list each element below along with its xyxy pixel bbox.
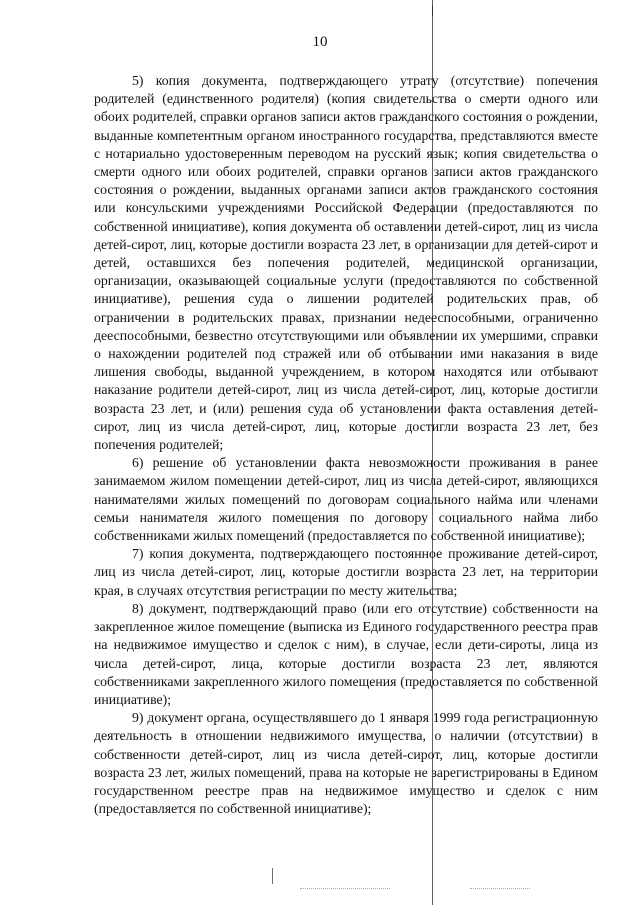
paragraph-item-8: 8) документ, подтверждающий право (или его отсутствие) собственности на закрепленное жилое помещение (выписка из Единого государственного реестра прав на недвижимое имущество и сделок с ним), в случае, если дети-сироты, лица из числа детей-сирот, лица, которые достигли возраста 23 лет, являются собственниками закрепленного жилого помещения (предоставляется по собственной инициативе); <box>94 600 598 707</box>
scan-mark-bottom <box>272 868 273 884</box>
paragraph-item-9: 9) документ органа, осуществлявшего до 1 января 1999 года регистрационную деятельность в отношении недвижимого имущества, о наличии (отсутствии) в собственности детей-сирот, лиц из числа детей-сирот, лиц, которые достигли возраста 23 лет, жилых помещений, права на которые не зарегистрированы в Едином государственном реестре прав на недвижимое имущество и сделок с ним (предоставляется по собственной инициативе); <box>94 710 598 817</box>
scan-mark-top <box>432 6 433 16</box>
page-number: 10 <box>312 34 328 50</box>
paragraph-item-7: 7) копия документа, подтверждающего постоянное проживание детей-сирот, лиц из числа детей-сирот, лиц, которые достигли возраста 23 лет, на территории края, в случаях отсутствия регистрации по месту жительства; <box>94 546 598 598</box>
paragraph-item-6: 6) решение об установлении факта невозможности проживания в ранее занимаемом жилом помещении детей-сирот, лиц из числа детей-сирот, являющихся нанимателями жилых помещений по договорам социального найма или членами семьи нанимателя жилого помещения по договору социального найма либо собственниками жилых помещений (предоставляется по собственной инициативе); <box>94 455 598 544</box>
paragraph-item-5: 5) копия документа, подтверждающего утрату (отсутствие) попечения родителей (единственного родителя) (копия свидетельства о смерти одного или обоих родителей, справки органов записи актов гражданского состояния о рождении, выданные компетентным органом иностранного государства, представляются вместе с нотариально удостоверенным переводом на русский язык; копия свидетельства о смерти одного или обоих родителей, справки органов записи актов гражданского состояния о рождении, выданных органами записи актов гражданского состояния или консульскими учреждениями Российской Федерации (предоставляются по собственной инициативе), копия документа об оставлении детей-сирот, лиц из числа детей-сирот, лиц, которые достигли возраста 23 лет, в организации для детей-сирот и детей, оставшихся без попечения родителей, медицинской организации, организации, оказывающей социальные услуги (предоставляются по собственной инициативе), решения суда о лишении родителей родительских прав, об ограничении в родительских правах, признании недееспособными, ограниченно дееспособными, безвестно отсутствующими или объявлении их умершими, справки о нахождении родителей под стражей или об отбывании ими наказания в виде лишения свободы, выданной учреждением, в котором находятся или отбывают наказание родители детей-сирот, лиц из числа детей-сирот, лиц, которые достигли возраста 23 лет, и (или) решения суда об установлении факта оставления детей-сирот, лиц из числа детей-сирот, лиц, которые достигли возраста 23 лет, без попечения родителей; <box>94 73 598 453</box>
scan-noise <box>300 888 390 891</box>
document-body <box>94 72 598 818</box>
scan-noise <box>470 888 530 891</box>
